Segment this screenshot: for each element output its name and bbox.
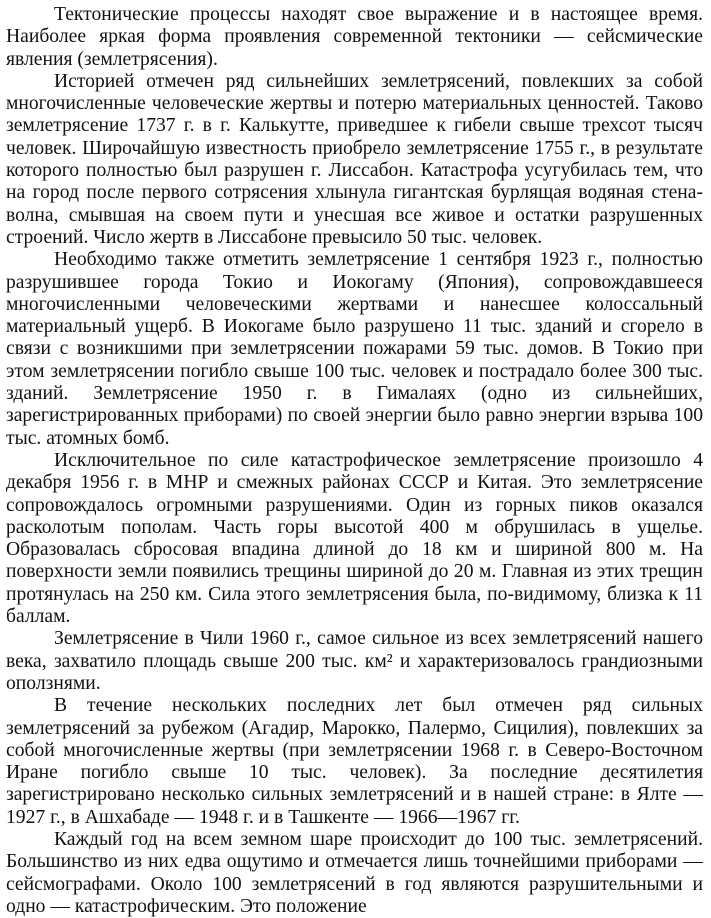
paragraph-mongolia-1956: Исключительное по силе катастрофическое землетрясение произошло 4 декабря 1956 г. в МНР и смежных районах СССР и Китая. Это землетрясение сопровождалось огромными разрушениями. Один из горных пиков оказался расколотым пополам. Часть горы высотой 400 м обрушилась в ущелье. Образовалась сбросовая впадина длиной до 18 км и шириной 800 м. На поверхности земли появились трещины шириной до 20 м. Главная из этих трещин протянулась на 250 км. Сила этого землетрясения была, по-видимому, близка к 11 баллам. xyxy=(6,449,703,628)
paragraph-recent-earthquakes: В течение нескольких последних лет был отмечен ряд сильных землетрясений за рубежом (Агадир, Марокко, Палермо, Сицилия), повлекших за собой многочисленные жертвы (при землетрясении 1968 г. в Северо-Восточном Иране погибло свыше 10 тыс. человек). За последние десятилетия зарегистрировано несколько сильных землетрясений и в нашей стране: в Ялте — 1927 г., в Ашхабаде — 1948 г. и в Ташкенте — 1966—1967 гг. xyxy=(6,695,703,828)
paragraph-annual-frequency: Каждый год на всем земном шаре происходит до 100 тыс. землетрясений. Большинство из них едва ощутимо и отмечается лишь точнейшими приборами — сейсмографами. Около 100 землетрясений в год являются разрушительными и одно — катастрофическим. Это положение xyxy=(6,828,703,917)
paragraph-tokyo-1923: Необходимо также отметить землетрясение 1 сентября 1923 г., полностью разрушившее города Токио и Иокогаму (Япония), сопровождавшееся многочисленными человеческими жертвами и нанесшее колоссальный материальный ущерб. В Иокогаме было разрушено 11 тыс. зданий и сгорело в связи с возникшими при землетрясении пожарами 59 тыс. домов. В Токио при этом землетрясении погибло свыше 100 тыс. человек и пострадало более 300 тыс. зданий. Землетрясение 1950 г. в Гималаях (одно из сильнейших, зарегистрированных приборами) по своей энергии было равно энергии взрыва 100 тыс. атомных бомб. xyxy=(6,249,703,449)
paragraph-tectonics-intro: Тектонические процессы находят свое выражение и в настоящее время. Наиболее яркая форма проявления современной тектоники — сейсмические явления (землетрясения). xyxy=(6,4,703,70)
paragraph-chile-1960: Землетрясение в Чили 1960 г., самое сильное из всех землетрясений нашего века, захватило площадь свыше 200 тыс. км² и характеризовалось грандиозными оползнями. xyxy=(6,628,703,694)
paragraph-historic-earthquakes: Историей отмечен ряд сильнейших землетрясений, повлекших за собой многочисленные человеческие жертвы и потерю материальных ценностей. Таково землетрясение 1737 г. в г. Калькутте, приведшее к гибели свыше трехсот тысяч человек. Широчайшую известность приобрело землетрясение 1755 г., в результате которого полностью был разрушен г. Лиссабон. Катастрофа усугубилась тем, что на город после первого сотрясения хлынула гигантская бурлящая водяная стена-волна, смывшая на своем пути и унесшая все живое и остатки разрушенных строений. Число жертв в Лиссабоне превысило 50 тыс. человек. xyxy=(6,70,703,248)
